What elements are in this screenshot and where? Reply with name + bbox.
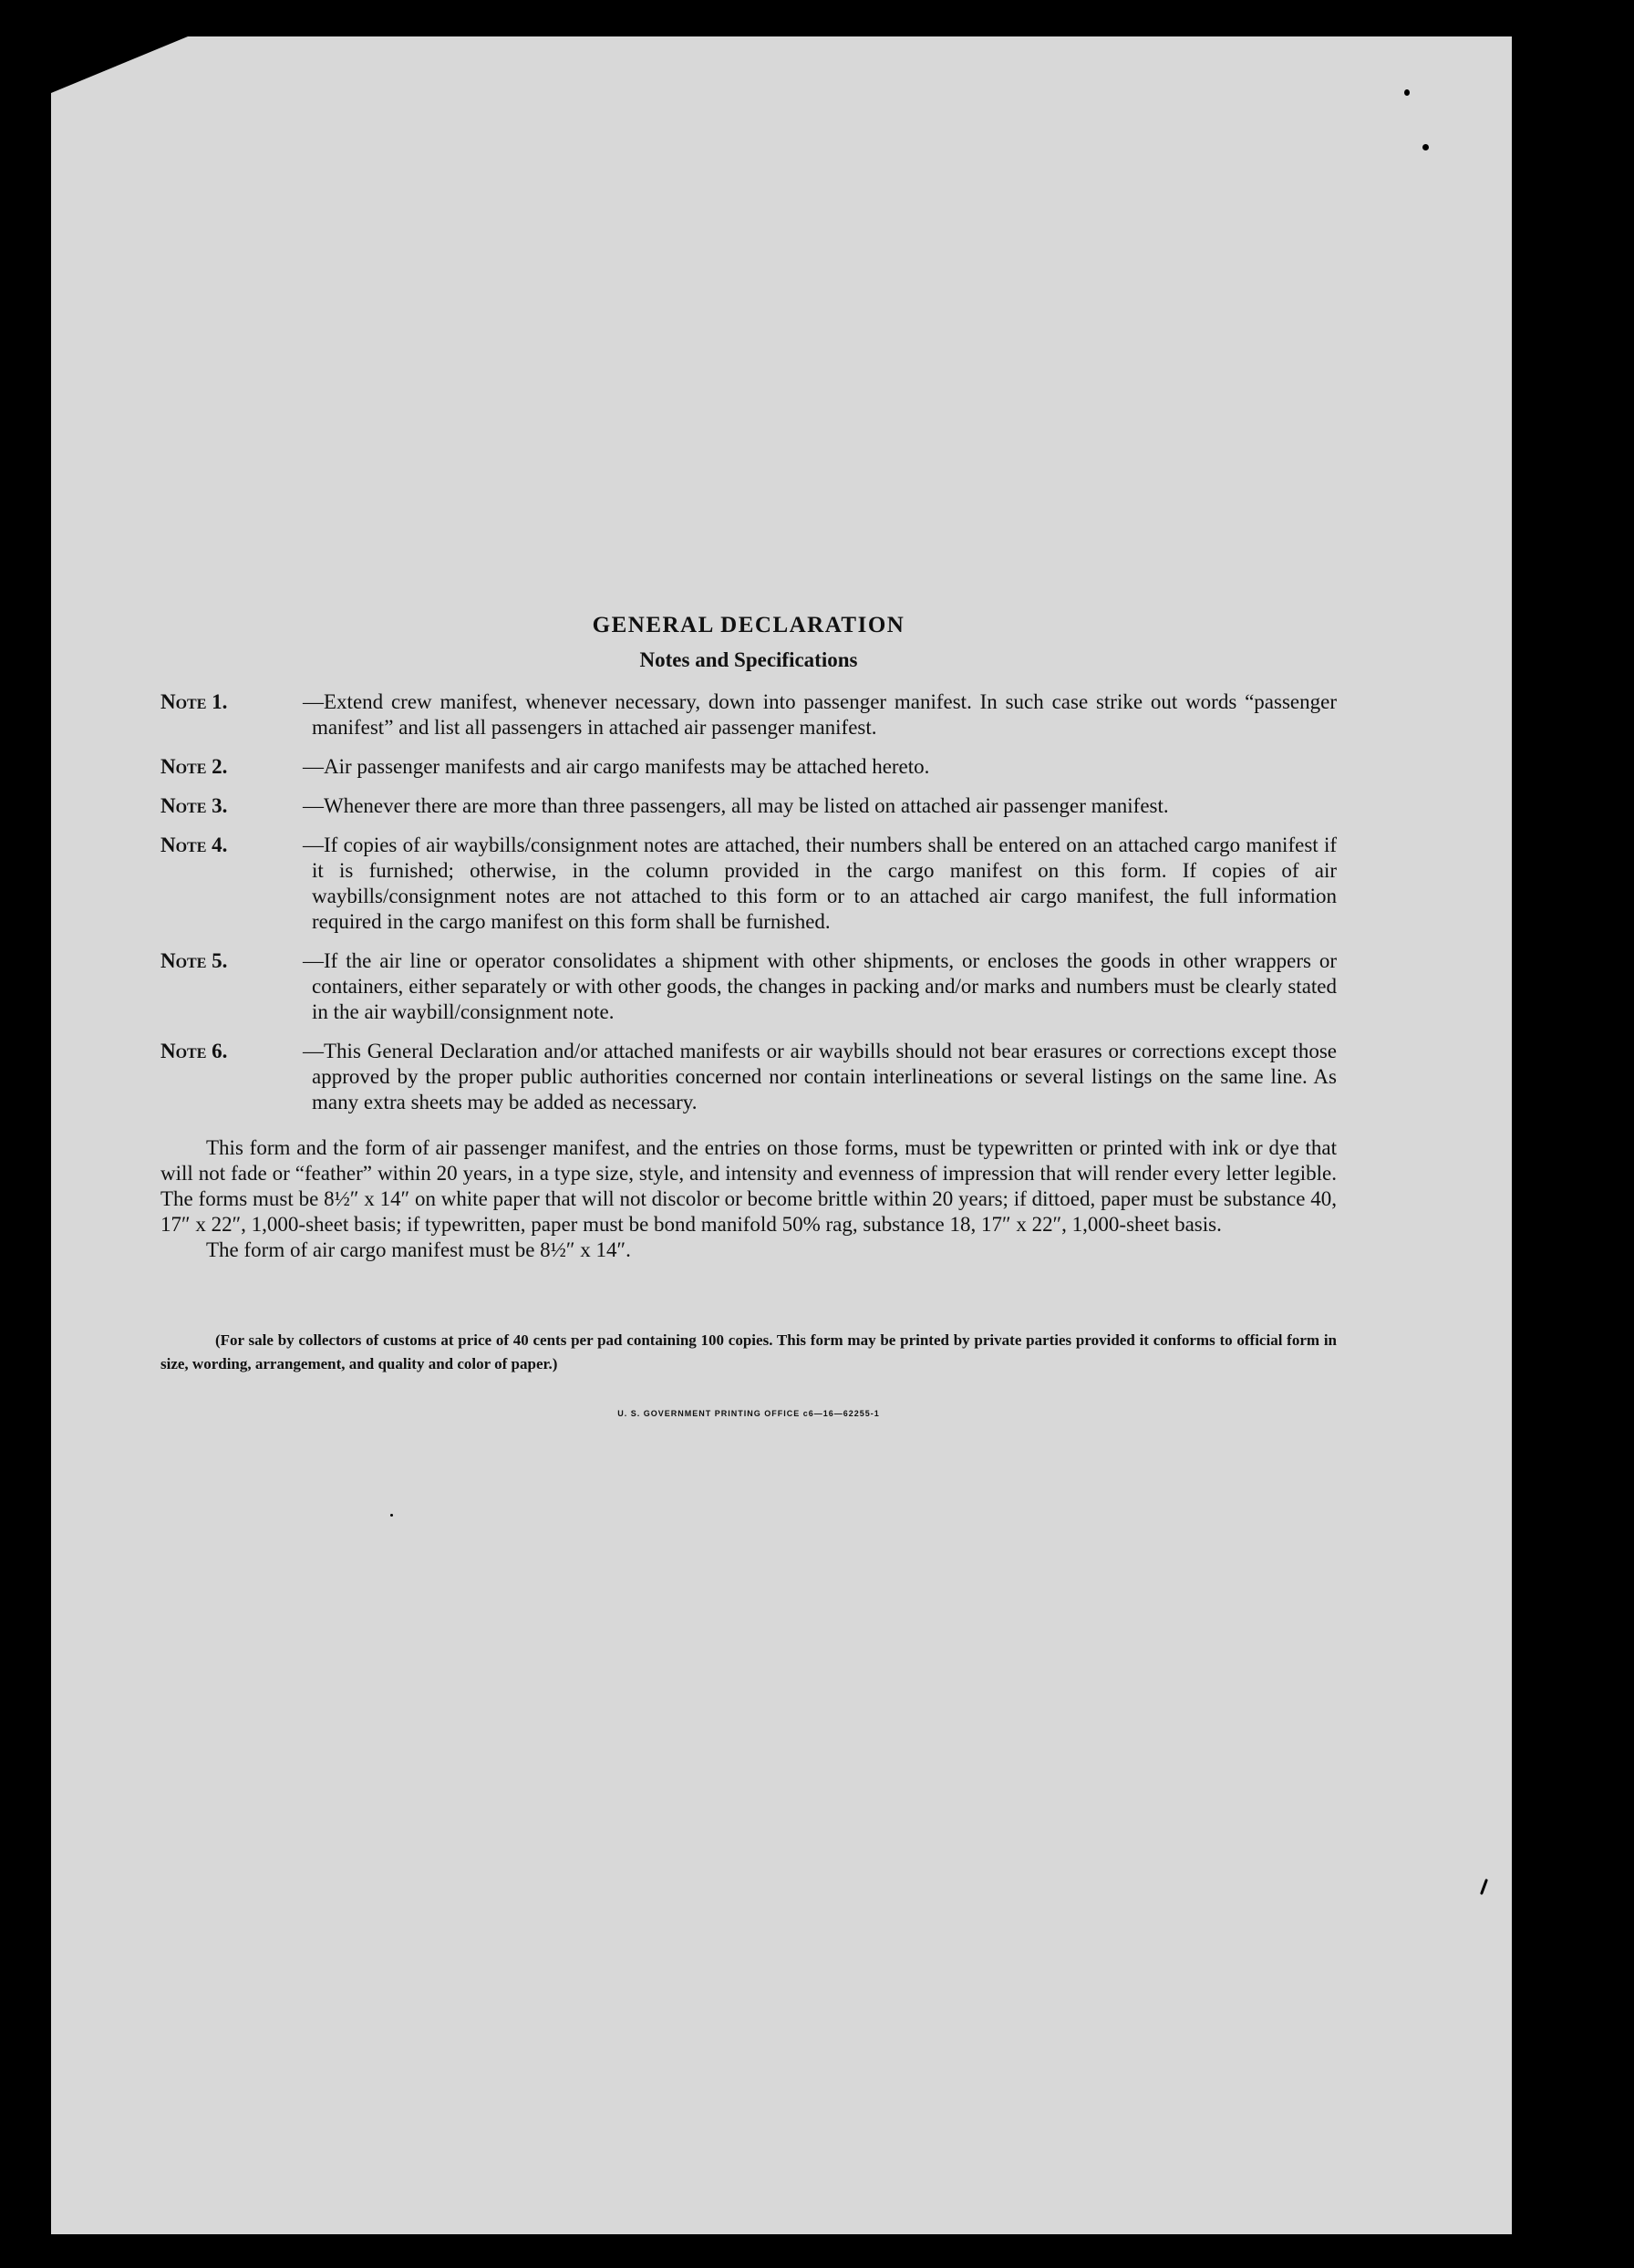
document-title: GENERAL DECLARATION: [592, 613, 905, 637]
note-2: [160, 754, 1337, 780]
document-subtitle: Notes and Specifications: [639, 648, 858, 671]
document-body: [160, 609, 1337, 1418]
note-text: —Air passenger manifests and air cargo manifests may be attached hereto.: [303, 755, 930, 778]
scan-speck: [1404, 89, 1410, 96]
note-text: —Whenever there are more than three passengers, all may be listed on attached air passenger manifest.: [303, 794, 1169, 817]
note-text: —This General Declaration and/or attached manifests or air waybills should not bear erasures or corrections except those approved by the proper public authorities concerned nor contain interlineations or several listings on the same line. As many extra sheets may be added as necessary.: [303, 1040, 1337, 1113]
note-4: [160, 833, 1337, 935]
note-1: [160, 689, 1337, 740]
note-5: [160, 948, 1337, 1025]
printing-office-imprint: U. S. GOVERNMENT PRINTING OFFICE c6—16—62255-1: [617, 1409, 880, 1418]
note-text: —If copies of air waybills/consignment notes are attached, their numbers shall be entered on an attached cargo manifest if it is furnished; otherwise, in the column provided in the cargo manifest on this form. If copies of air waybills/consignment notes are not attached to this form or to an attached air cargo manifest, the full information required in the cargo manifest on this form shall be furnished.: [303, 834, 1337, 933]
note-text: —If the air line or operator consolidates a shipment with other shipments, or encloses the goods in other wrappers or containers, either separately or with other goods, the changes in packing and/or marks and numbers must be clearly stated in the air waybill/consignment note.: [303, 949, 1337, 1023]
note-label: Note 3.: [160, 794, 228, 817]
scan-speck: [1422, 144, 1429, 150]
sale-note: (For sale by collectors of customs at price of 40 cents per pad containing 100 copies. This form may be printed by private parties provided it conforms to official form in size, wording, arrangement, and quality and color of paper.): [160, 1331, 1337, 1372]
page-corner-fold: [51, 36, 188, 93]
note-3: [160, 793, 1337, 819]
form-specification-paragraph: This form and the form of air passenger manifest, and the entries on those forms, must be typewritten or printed with ink or dye that will not fade or “feather” within 20 years, in a type size, style, and intensity and evenness of impression that will render every letter legible. The forms must be 8½″ x 14″ on white paper that will not discolor or become brittle within 20 years; if dittoed, paper must be substance 40, 17″ x 22″, 1,000-sheet basis; if typewritten, paper must be bond manifold 50% rag, substance 18, 17″ x 22″, 1,000-sheet basis.: [160, 1136, 1337, 1236]
note-label: Note 2.: [160, 755, 228, 778]
note-text: —Extend crew manifest, whenever necessary, down into passenger manifest. In such case strike out words “passenger manifest” and list all passengers in attached air passenger manifest.: [303, 690, 1337, 739]
note-label: Note 4.: [160, 834, 228, 856]
scan-speck: [1480, 1879, 1488, 1895]
scan-speck: [390, 1514, 393, 1517]
note-label: Note 1.: [160, 690, 228, 713]
note-label: Note 6.: [160, 1040, 228, 1062]
cargo-manifest-paragraph: The form of air cargo manifest must be 8½″ x 14″.: [206, 1238, 631, 1261]
note-6: [160, 1039, 1337, 1115]
note-label: Note 5.: [160, 949, 228, 972]
